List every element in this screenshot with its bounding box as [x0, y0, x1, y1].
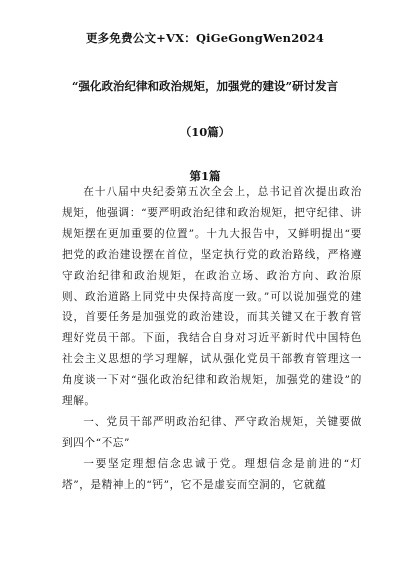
body-text — [62, 182, 362, 496]
paragraph-point-one: 一要坚定理想信念忠诚于党。理想信念是前进的“灯塔”，是精神上的“钙”，它不是虚妄而空洞的，它就蕴 — [62, 457, 362, 491]
article-count: （10篇） — [179, 125, 231, 139]
document-title: “强化政治纪律和政治规矩，加强党的建设”研讨发言 — [71, 79, 339, 93]
part-heading: 第1篇 — [189, 169, 221, 183]
promo-header: 更多免费公文+VX：QiGeGongWen2024 — [85, 31, 325, 45]
paragraph-section-heading: 一、党员干部严明政治纪律、严守政治规矩，关键要做到四个“不忘” — [62, 415, 362, 449]
paragraph-intro: 在十八届中央纪委第五次全会上，总书记首次提出政治规矩，他强调：“要严明政治纪律和政治规矩，把守纪律、讲规矩摆在更加重要的位置”。十九大报告中，又鲜明提出“要把党的政治建设摆在首位，坚定执行党的政治路线，严格遵守政治纪律和政治规矩，在政治立场、政治方向、政治原则、政治道路上同党中央保持高度一致。”可以说加强党的建设，首要任务是加强党的政治建设，而其关键又在于教育管理好党员干部。下面，我结合自身对习近平新时代中国特色社会主义思想的学习理解，试从强化党员干部教育管理这一角度谈一下对“强化政治纪律和政治规矩，加强党的建设”的理解。 — [62, 186, 362, 408]
